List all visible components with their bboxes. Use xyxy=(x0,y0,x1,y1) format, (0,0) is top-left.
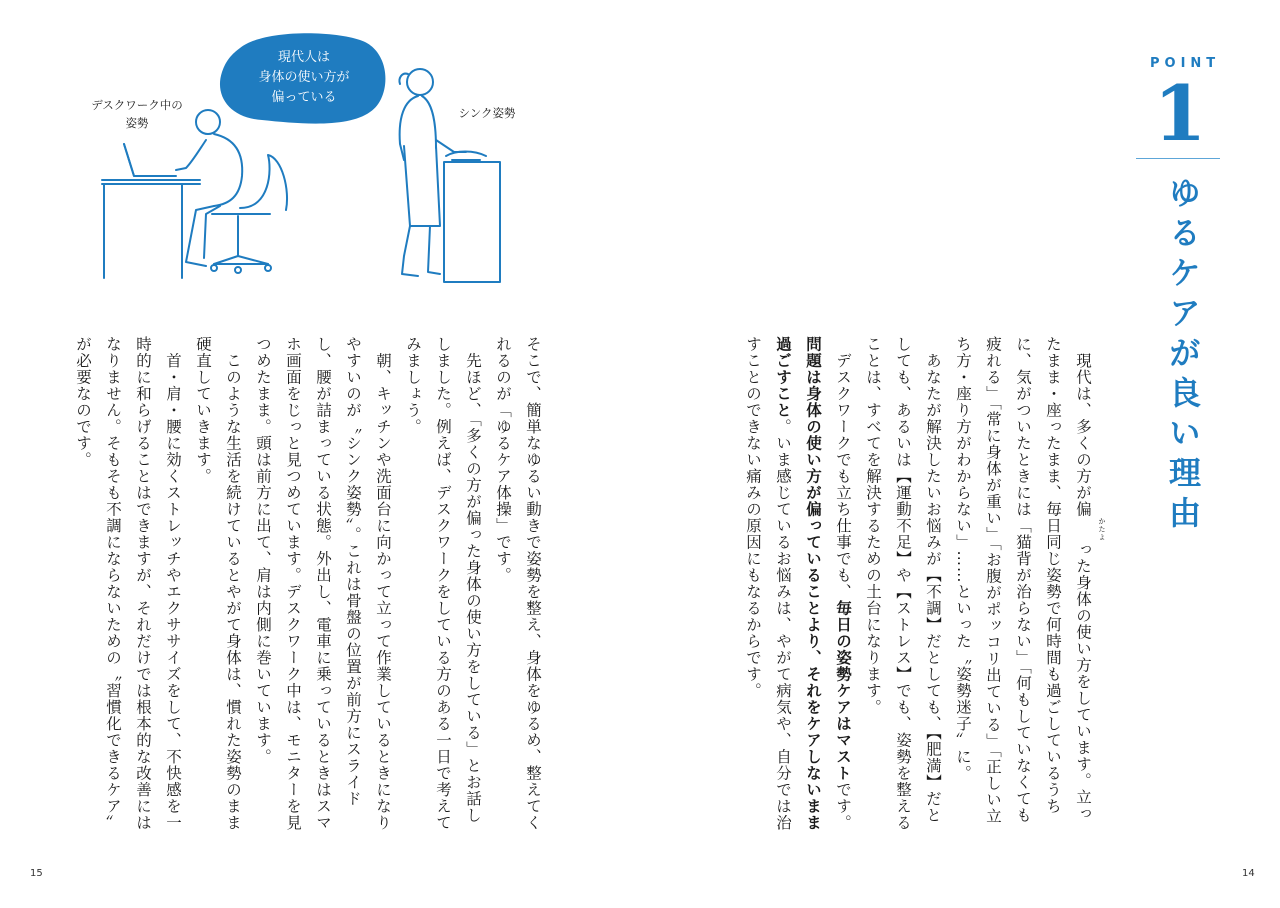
speech-bubble-line: 現代人は xyxy=(277,50,330,65)
section-title: ゆるケアが良い理由 xyxy=(1164,176,1202,536)
furigana: かたよ xyxy=(1098,517,1106,542)
left-paragraph-5 xyxy=(68,336,188,832)
right-paragraph-3 xyxy=(738,336,858,836)
left-body-text xyxy=(74,336,548,832)
point-number: 1 xyxy=(1153,69,1207,158)
right-page xyxy=(640,0,1280,908)
posture-illustration xyxy=(0,0,640,300)
left-paragraph-5-text: 首・肩・腰に効くストレッチやエクササイズをして、不快感を一時的に和らげることはできますが、それだけでは根本的な改善にはなりません。そもそも不調にならないための〝習慣化できるケア〟が必要なのです。 xyxy=(74,336,182,831)
left-paragraph-2 xyxy=(398,336,488,832)
right-paragraph-2-text: あなたが解決したいお悩みが【不調】だとしても、【肥満】だとしても、あるいは【運動不足】や【ストレス】でも、姿勢を整えることは、すべてを解決するための土台になります。 xyxy=(864,336,942,831)
point-label: POINT xyxy=(1150,56,1221,71)
left-paragraph-3 xyxy=(248,336,398,832)
page-number-left: 15 xyxy=(30,868,43,879)
left-paragraph-1: そこで、簡単なゆるい動きで姿勢を整え、身体をゆるめ、整えてくれるのが「ゆるケア体操」です。 xyxy=(494,336,542,831)
desk-caption-line: 姿勢 xyxy=(125,116,149,130)
desk-figure xyxy=(102,110,287,278)
right-paragraph-3-text-a: デスクワークでも立ち仕事でも、 xyxy=(834,352,852,600)
left-paragraph-3-text: 朝、キッチンや洗面台に向かって立って作業しているときになりやすいのが〝シンク姿勢〟。これは骨盤の位置が前方にスライドし、腰が詰まっている状態。外出し、電車に乗っているときはスマホ画面をじっと見つめています。デスクワーク中は、モニターを見つめたまま。頭は前方に出て、肩は内側に巻いています。 xyxy=(254,336,392,831)
right-paragraph-3-bold-a: 毎日の姿勢ケアはマスト xyxy=(834,600,852,782)
speech-bubble-line: 偏っている xyxy=(271,90,337,105)
desk-caption xyxy=(82,96,192,132)
right-paragraph-1 xyxy=(948,336,1106,836)
right-paragraph-2 xyxy=(858,336,948,836)
left-paragraph-2-text: 先ほど、「多くの方が偏った身体の使い方をしている」とお話ししました。例えば、デスクワークをしている方のある一日で考えてみましょう。 xyxy=(404,336,482,831)
right-paragraph-1-text-b: った身体の使い方をしています。立ったまま・座ったまま、毎日同じ姿勢で何時間も過ごしているうちに、気がついたときには「猫背が治らない」「何もしていなくても疲れる」「常に身体が重い」「お腹がポッコリ出ている」「正しい立ち方・座り方がわからない」……といった〝姿勢迷子〟に。 xyxy=(954,336,1092,825)
right-paragraph-1-text-a: 現代は、多くの方が偏 xyxy=(1074,352,1092,518)
right-body-text xyxy=(736,336,1106,836)
left-paragraph-4 xyxy=(188,336,248,832)
right-paragraph-3-text-b: です。 xyxy=(834,781,852,831)
speech-bubble-text xyxy=(236,48,372,108)
speech-bubble-line: 身体の使い方が xyxy=(258,70,350,85)
point-divider xyxy=(1136,158,1220,159)
desk-caption-line: デスクワーク中の xyxy=(91,98,183,112)
sink-caption: シンク姿勢 xyxy=(458,106,516,120)
right-paragraph-3-bold-b: 問題は身体の使い方が偏っていることより、それをケアしないまま過ごすこと xyxy=(774,336,822,831)
page-number-right: 14 xyxy=(1242,868,1255,879)
left-paragraph-4-text: このような生活を続けているとやがて身体は、慣れた姿勢のまま硬直していきます。 xyxy=(194,336,242,831)
right-paragraph-3-text-c: 。いま感じているお悩みは、やがて病気や、自分では治すことのできない痛みの原因にもなるからです。 xyxy=(744,336,792,831)
sink-figure xyxy=(399,69,500,282)
